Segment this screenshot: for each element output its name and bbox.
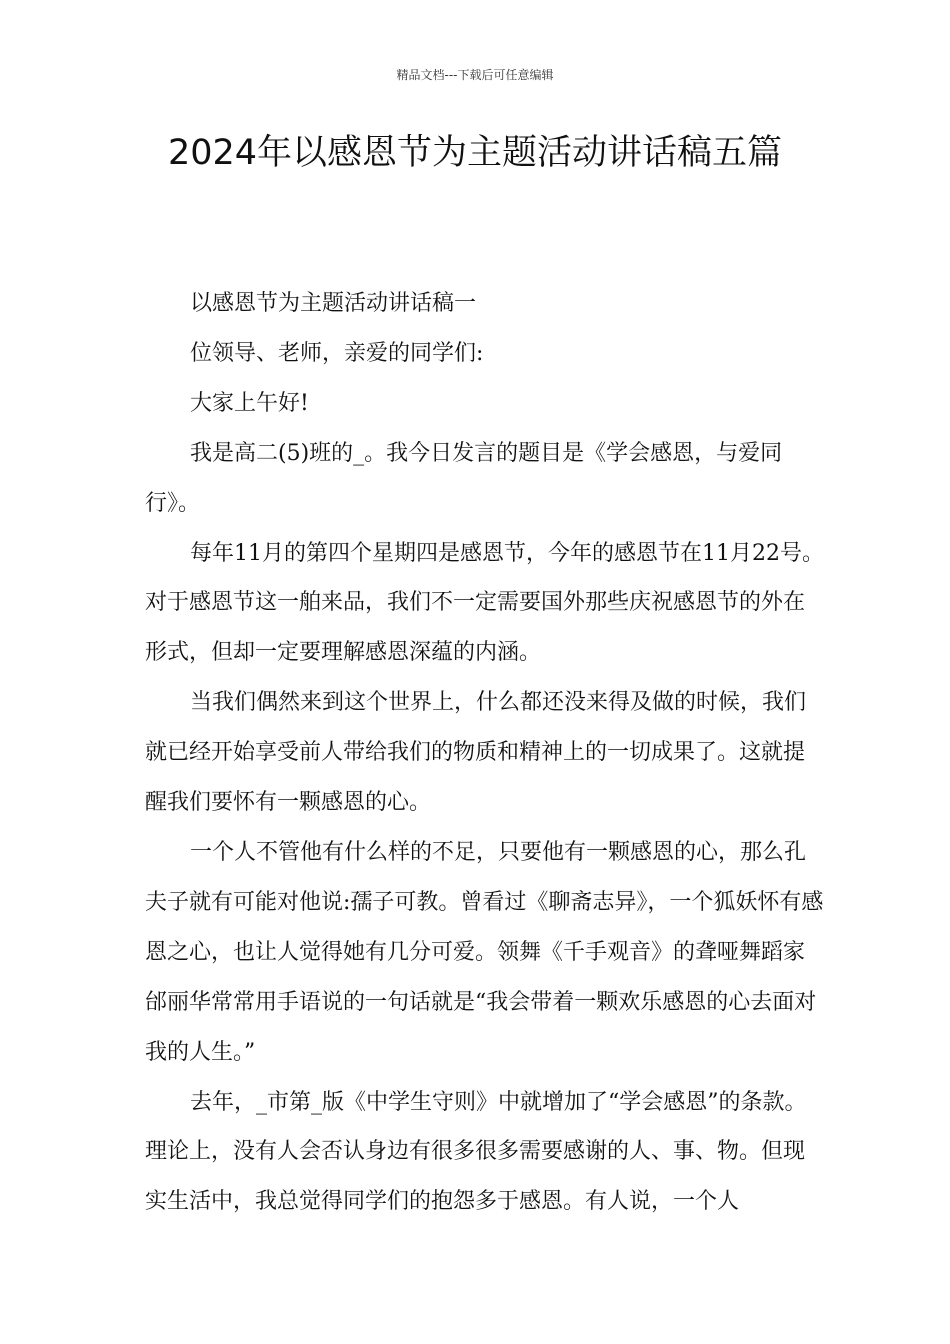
paragraph: 每年11月的第四个星期四是感恩节，今年的感恩节在11月22号。对于感恩节这一舶来品，我们不一定需要国外那些庆祝感恩节的外在形式，但却一定要理解感恩深蕴的内涵。 — [145, 540, 824, 666]
greeting: 大家上午好! — [190, 390, 309, 416]
paragraph: 去年，_市第_版《中学生守则》中就增加了“学会感恩”的条款。理论上，没有人会否认身边有很多很多需要感谢的人、事、物。但现实生活中，我总觉得同学们的抱怨多于感恩。有人说，一个人 — [145, 1089, 807, 1215]
document-title: 2024年以感恩节为主题活动讲话稿五篇 — [167, 133, 783, 173]
salutation: 位领导、老师，亲爱的同学们: — [190, 340, 484, 366]
document-body — [145, 279, 825, 1227]
paragraph: 当我们偶然来到这个世界上，什么都还没来得及做的时候，我们就已经开始享受前人带给我们的物质和精神上的一切成果了。这就提醒我们要怀有一颗感恩的心。 — [145, 690, 807, 816]
section-heading: 以感恩节为主题活动讲话稿一 — [190, 291, 477, 316]
paragraph: 一个人不管他有什么样的不足，只要他有一颗感恩的心，那么孔夫子就有可能对他说:孺子可教。曾看过《聊斋志异》，一个狐妖怀有感恩之心，也让人觉得她有几分可爱。领舞《千手观音》的聋哑舞蹈家邰丽华常常用手语说的一句话就是“我会带着一颗欢乐感恩的心去面对我的人生。” — [145, 839, 824, 1065]
header-note: 精品文档---下载后可任意编辑 — [396, 68, 554, 82]
paragraph: 我是高二(5)班的_。我今日发言的题目是《学会感恩，与爱同行》。 — [145, 440, 783, 516]
